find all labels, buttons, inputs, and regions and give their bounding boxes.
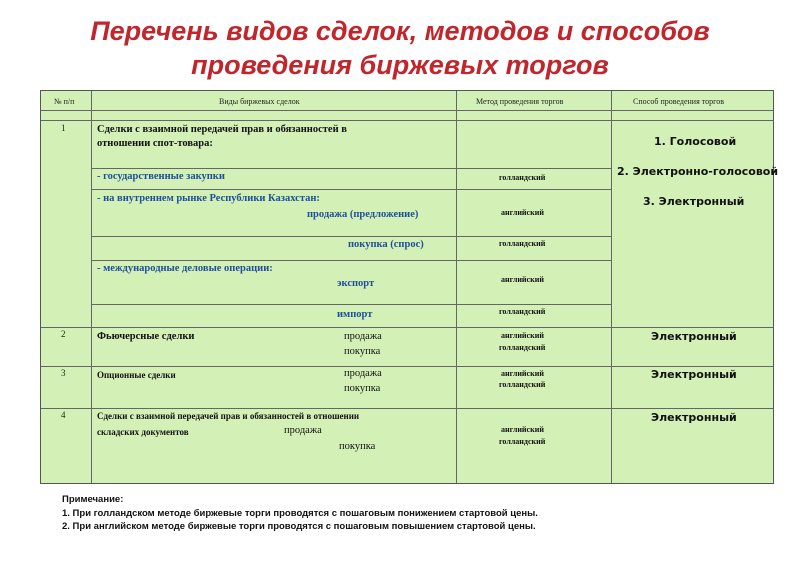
row4-sale: продажа: [284, 425, 322, 436]
note-1: 1. При голландском методе биржевые торги проводятся с пошаговым понижением стартовой цены.: [62, 507, 538, 519]
grid-line: [41, 327, 773, 328]
row1-purchase-method: голландский: [499, 239, 546, 248]
row1-intro-line2: отношении спот-товара:: [97, 138, 213, 149]
header-way: Способ проведения торгов: [633, 97, 725, 106]
row4-way: Электронный: [651, 411, 737, 424]
row3-way: Электронный: [651, 368, 737, 381]
row4-num: 4: [61, 410, 66, 420]
row1-way-3: 3. Электронный: [643, 195, 745, 208]
row4-purchase: покупка: [339, 441, 376, 452]
row1-intl: - международные деловые операции:: [97, 263, 273, 274]
grid-line: [91, 91, 92, 483]
title-line-1: Перечень видов сделок, методов и способов: [90, 16, 710, 46]
row3-method-2: голландский: [499, 380, 546, 389]
row3-purchase: покупка: [344, 383, 381, 394]
row1-purchase: покупка (спрос): [348, 239, 424, 250]
row2-purchase: покупка: [344, 346, 381, 357]
grid-line: [91, 236, 611, 237]
row1-sale: продажа (предложение): [307, 209, 419, 220]
row1-export: экспорт: [337, 278, 375, 289]
row2-method-2: голландский: [499, 343, 546, 352]
row1-intro-line1: Сделки с взаимной передачей прав и обязанностей в: [97, 124, 347, 135]
grid-line: [456, 91, 457, 483]
row3-num: 3: [61, 368, 66, 378]
grid-line: [91, 304, 611, 305]
notes: [62, 493, 538, 534]
header-method: Метод проведения торгов: [476, 97, 564, 106]
row2-sale: продажа: [344, 331, 382, 342]
row1-gov-method: голландский: [499, 173, 546, 182]
grid-line: [41, 110, 773, 111]
row1-way-1: 1. Голосовой: [654, 135, 737, 148]
row2-method-1: английский: [501, 331, 544, 340]
row2-num: 2: [61, 329, 66, 339]
row2-type: Фьючерсные сделки: [97, 331, 195, 342]
row4-type-line1: Сделки с взаимной передачей прав и обязанностей в отношении: [97, 411, 360, 421]
row1-num: 1: [61, 123, 66, 133]
header-num: № п/п: [54, 97, 75, 106]
grid-line: [611, 91, 612, 483]
row1-import-method: голландский: [499, 307, 546, 316]
row1-export-method: английский: [501, 275, 544, 284]
row1-sale-method: английский: [501, 208, 544, 217]
grid-line: [91, 260, 611, 261]
title-line-2: проведения биржевых торгов: [191, 50, 609, 80]
row3-type: Опционные сделки: [97, 370, 176, 380]
row4-type-line2: складских документов: [97, 427, 189, 437]
grid-line: [41, 408, 773, 409]
grid-line: [41, 120, 773, 121]
row1-way-2: 2. Электронно-голосовой: [617, 165, 779, 178]
grid-line: [91, 168, 611, 169]
grid-line: [41, 366, 773, 367]
row2-way: Электронный: [651, 330, 737, 343]
grid-line: [91, 189, 611, 190]
notes-heading: Примечание:: [62, 494, 124, 505]
row1-domestic: - на внутреннем рынке Республики Казахстан:: [97, 193, 320, 204]
note-2: 2. При английском методе биржевые торги проводятся с пошаговым повышением стартовой цены.: [62, 521, 536, 532]
deals-table: [40, 90, 779, 484]
row3-sale: продажа: [344, 368, 382, 379]
row1-import: импорт: [337, 309, 373, 320]
row1-gov: - государственные закупки: [97, 171, 225, 182]
row3-method-1: английский: [501, 369, 544, 378]
page-title: [0, 14, 800, 82]
row4-method-1: английский: [501, 425, 544, 434]
header-types: Виды биржевых сделок: [219, 97, 300, 106]
row4-method-2: голландский: [499, 437, 546, 446]
